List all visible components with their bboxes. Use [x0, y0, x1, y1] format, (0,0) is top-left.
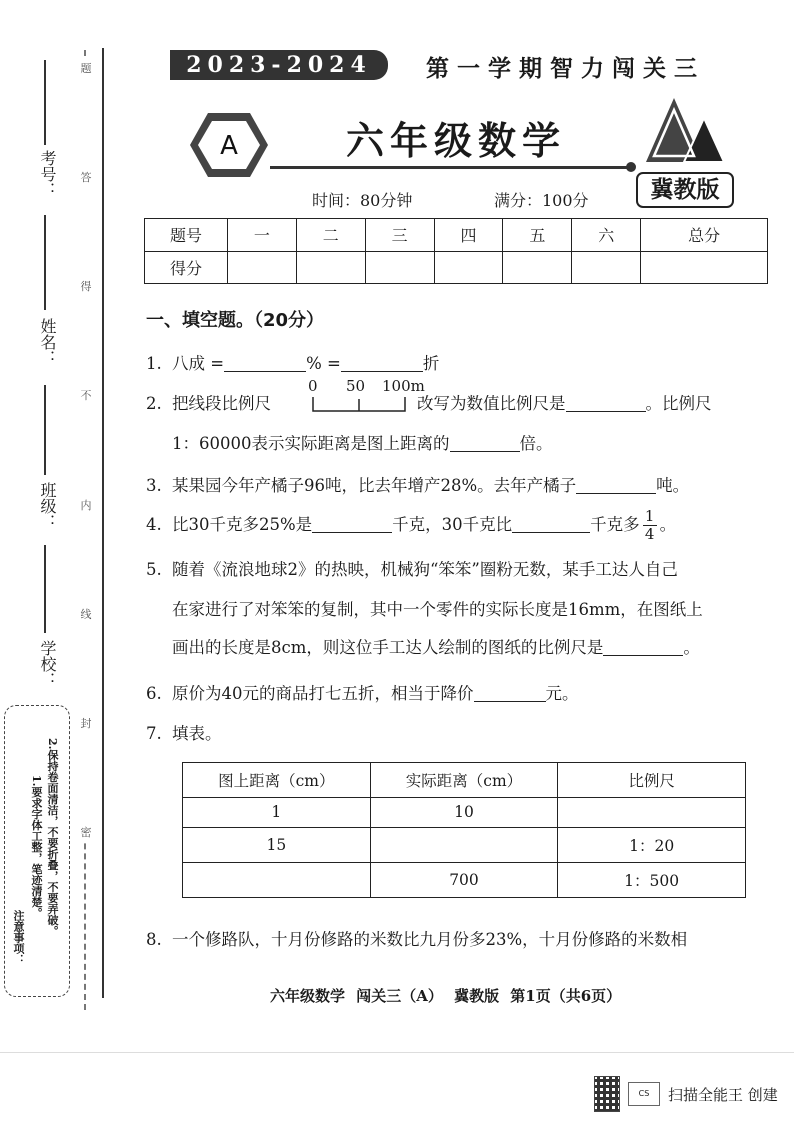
question-text: 千克，30千克比	[392, 515, 513, 534]
binding-line	[102, 48, 104, 998]
table-header-cell: 实际距离（cm）	[370, 763, 558, 798]
seal-char: 得	[80, 280, 92, 294]
scale-fill-table	[182, 762, 746, 898]
table-row	[183, 798, 746, 828]
question-5	[146, 556, 678, 580]
table-answer-cell[interactable]	[370, 827, 558, 862]
question-number: 6.	[146, 684, 162, 703]
scanner-brand-text: 扫描全能王 创建	[668, 1085, 778, 1104]
score-header-cell: 六	[572, 219, 641, 252]
table-cell: 15	[183, 827, 371, 862]
score-header-cell: 三	[365, 219, 434, 252]
title-underline	[270, 166, 630, 169]
table-cell: 1：20	[558, 827, 746, 862]
answer-blank[interactable]	[474, 685, 546, 703]
question-text: 元。	[545, 684, 579, 703]
page-divider	[0, 1052, 794, 1053]
question-8	[146, 926, 687, 950]
year-band: 2023-2024	[170, 50, 388, 80]
page-footer: 六年级数学 闯关三（A） 冀教版 第1页（共6页）	[270, 987, 622, 1005]
table-row	[183, 862, 746, 897]
seal-line-text	[78, 60, 94, 840]
answer-blank[interactable]	[224, 355, 306, 373]
question-number: 4.	[146, 515, 162, 534]
name-line[interactable]	[44, 215, 46, 310]
question-number: 8.	[146, 930, 162, 949]
question-2-cont	[172, 430, 553, 454]
question-text: 吨。	[656, 476, 690, 495]
seal-char: 不	[80, 389, 92, 403]
scale-label: 50	[346, 377, 366, 395]
answer-blank[interactable]	[312, 516, 392, 534]
table-row	[183, 827, 746, 862]
class-line[interactable]	[44, 385, 46, 475]
question-text: 。	[683, 638, 700, 657]
table-header-cell: 比例尺	[558, 763, 746, 798]
question-text: 比30千克多25%是	[172, 515, 313, 534]
exam-no-line[interactable]	[44, 60, 46, 145]
question-5-line-2: 在家进行了对笨笨的复制，其中一个零件的实际长度是16mm，在图纸上	[172, 600, 703, 619]
question-text: 倍。	[519, 434, 553, 453]
answer-blank[interactable]	[603, 639, 683, 657]
question-number: 5.	[146, 560, 162, 579]
school-line[interactable]	[44, 545, 46, 633]
answer-blank[interactable]	[566, 395, 646, 413]
score-table	[144, 218, 768, 284]
table-header-cell: 图上距离（cm）	[183, 763, 371, 798]
table-cell: 1：500	[558, 862, 746, 897]
question-5-line-3	[172, 634, 700, 658]
question-text: 改写为数值比例尺是	[417, 394, 566, 413]
seal-char: 题	[80, 62, 92, 75]
badge-letter: A	[220, 131, 238, 161]
table-row	[145, 251, 768, 284]
answer-blank[interactable]	[512, 516, 590, 534]
triangle-icon	[644, 96, 726, 168]
score-header-cell: 总分	[641, 219, 768, 252]
question-1	[146, 350, 439, 374]
name-label: 姓名：	[38, 318, 57, 366]
notice-line-2: 2.保持卷面清洁，不要折叠，不要弄破。	[46, 738, 59, 937]
page-title: 六年级数学	[346, 118, 567, 163]
line-scale-figure	[306, 377, 436, 413]
score-header-cell: 一	[228, 219, 297, 252]
question-text: 折	[422, 354, 440, 373]
qr-code-icon	[594, 1076, 620, 1112]
table-answer-cell[interactable]	[183, 862, 371, 897]
score-row-label: 得分	[145, 251, 228, 284]
seal-char: 封	[80, 716, 92, 730]
question-4	[146, 508, 676, 543]
question-text: 某果园今年产橘子96吨，比去年增产28%。去年产橘子	[172, 476, 577, 495]
question-text: 原价为40元的商品打七五折，相当于降价	[172, 684, 474, 703]
hexagon-icon	[188, 110, 270, 180]
question-number: 7.	[146, 724, 162, 743]
question-number: 2.	[146, 394, 162, 413]
table-row	[145, 219, 768, 252]
question-text: 1：60000表示实际距离是图上距离的	[172, 434, 450, 453]
score-cell[interactable]	[503, 251, 572, 284]
score-cell[interactable]	[434, 251, 503, 284]
term-title: 第一学期智力闯关三	[426, 55, 705, 82]
scanner-logo-icon: CS	[628, 1082, 660, 1106]
score-header-cell: 五	[503, 219, 572, 252]
question-text: 随着《流浪地球2》的热映，机械狗“笨笨”圈粉无数，某手工达人自己	[172, 560, 678, 579]
table-row	[183, 763, 746, 798]
question-text: 。比例尺	[645, 394, 712, 413]
triangles-logo	[644, 96, 726, 172]
school-label: 学校：	[38, 640, 57, 688]
exam-time: 时间：80分钟	[312, 191, 413, 210]
answer-blank[interactable]	[450, 435, 520, 453]
table-answer-cell[interactable]	[558, 798, 746, 828]
score-cell[interactable]	[365, 251, 434, 284]
question-text: 画出的长度是8cm，则这位手工达人绘制的图纸的比例尺是	[172, 638, 604, 657]
seal-char: 答	[80, 171, 92, 185]
seal-char: 线	[80, 607, 92, 621]
question-text: 千克多	[590, 515, 640, 534]
score-header-cell: 二	[296, 219, 365, 252]
question-number: 1.	[146, 354, 162, 373]
score-cell[interactable]	[572, 251, 641, 284]
fraction-numerator: 1	[644, 507, 655, 525]
answer-blank[interactable]	[341, 355, 423, 373]
question-number: 3.	[146, 476, 162, 495]
exam-no-label: 考号：	[38, 150, 57, 198]
score-cell[interactable]	[296, 251, 365, 284]
class-label: 班级：	[38, 482, 57, 530]
question-text: 填表。	[172, 724, 222, 743]
question-text: 把线段比例尺	[172, 394, 271, 413]
notice-line-1: 1.要求字体工整，笔迹清楚。	[30, 775, 43, 919]
fraction	[643, 508, 657, 543]
question-text: % =	[306, 354, 341, 373]
score-cell[interactable]	[641, 251, 768, 284]
score-header-cell: 题号	[145, 219, 228, 252]
table-cell: 10	[370, 798, 558, 828]
answer-blank[interactable]	[576, 477, 656, 495]
scale-label: 100m	[382, 377, 425, 395]
title-rule-dot	[626, 162, 636, 172]
table-cell: 1	[183, 798, 371, 828]
seal-char: 密	[80, 825, 92, 839]
edition-badge: 冀教版	[636, 172, 734, 208]
question-6	[146, 680, 579, 704]
full-score: 满分：100分	[494, 191, 589, 210]
seal-char: 内	[80, 498, 92, 512]
question-text: 。	[659, 515, 677, 534]
section-title: 一、填空题。（20分）	[146, 310, 325, 331]
score-header-cell: 四	[434, 219, 503, 252]
question-text: 一个修路队，十月份修路的米数比九月份多23%，十月份修路的米数相	[172, 930, 688, 949]
score-cell[interactable]	[228, 251, 297, 284]
question-text: 八成 =	[172, 354, 225, 373]
fraction-denominator: 4	[644, 525, 655, 543]
scale-bar-icon	[312, 395, 412, 413]
question-7	[146, 720, 222, 744]
scanner-watermark	[594, 1076, 778, 1112]
table-cell: 700	[370, 862, 558, 897]
scale-label: 0	[308, 377, 318, 395]
badge-hexagon	[188, 110, 270, 184]
question-3	[146, 472, 689, 496]
notice-title: 注意事项：	[12, 910, 25, 965]
